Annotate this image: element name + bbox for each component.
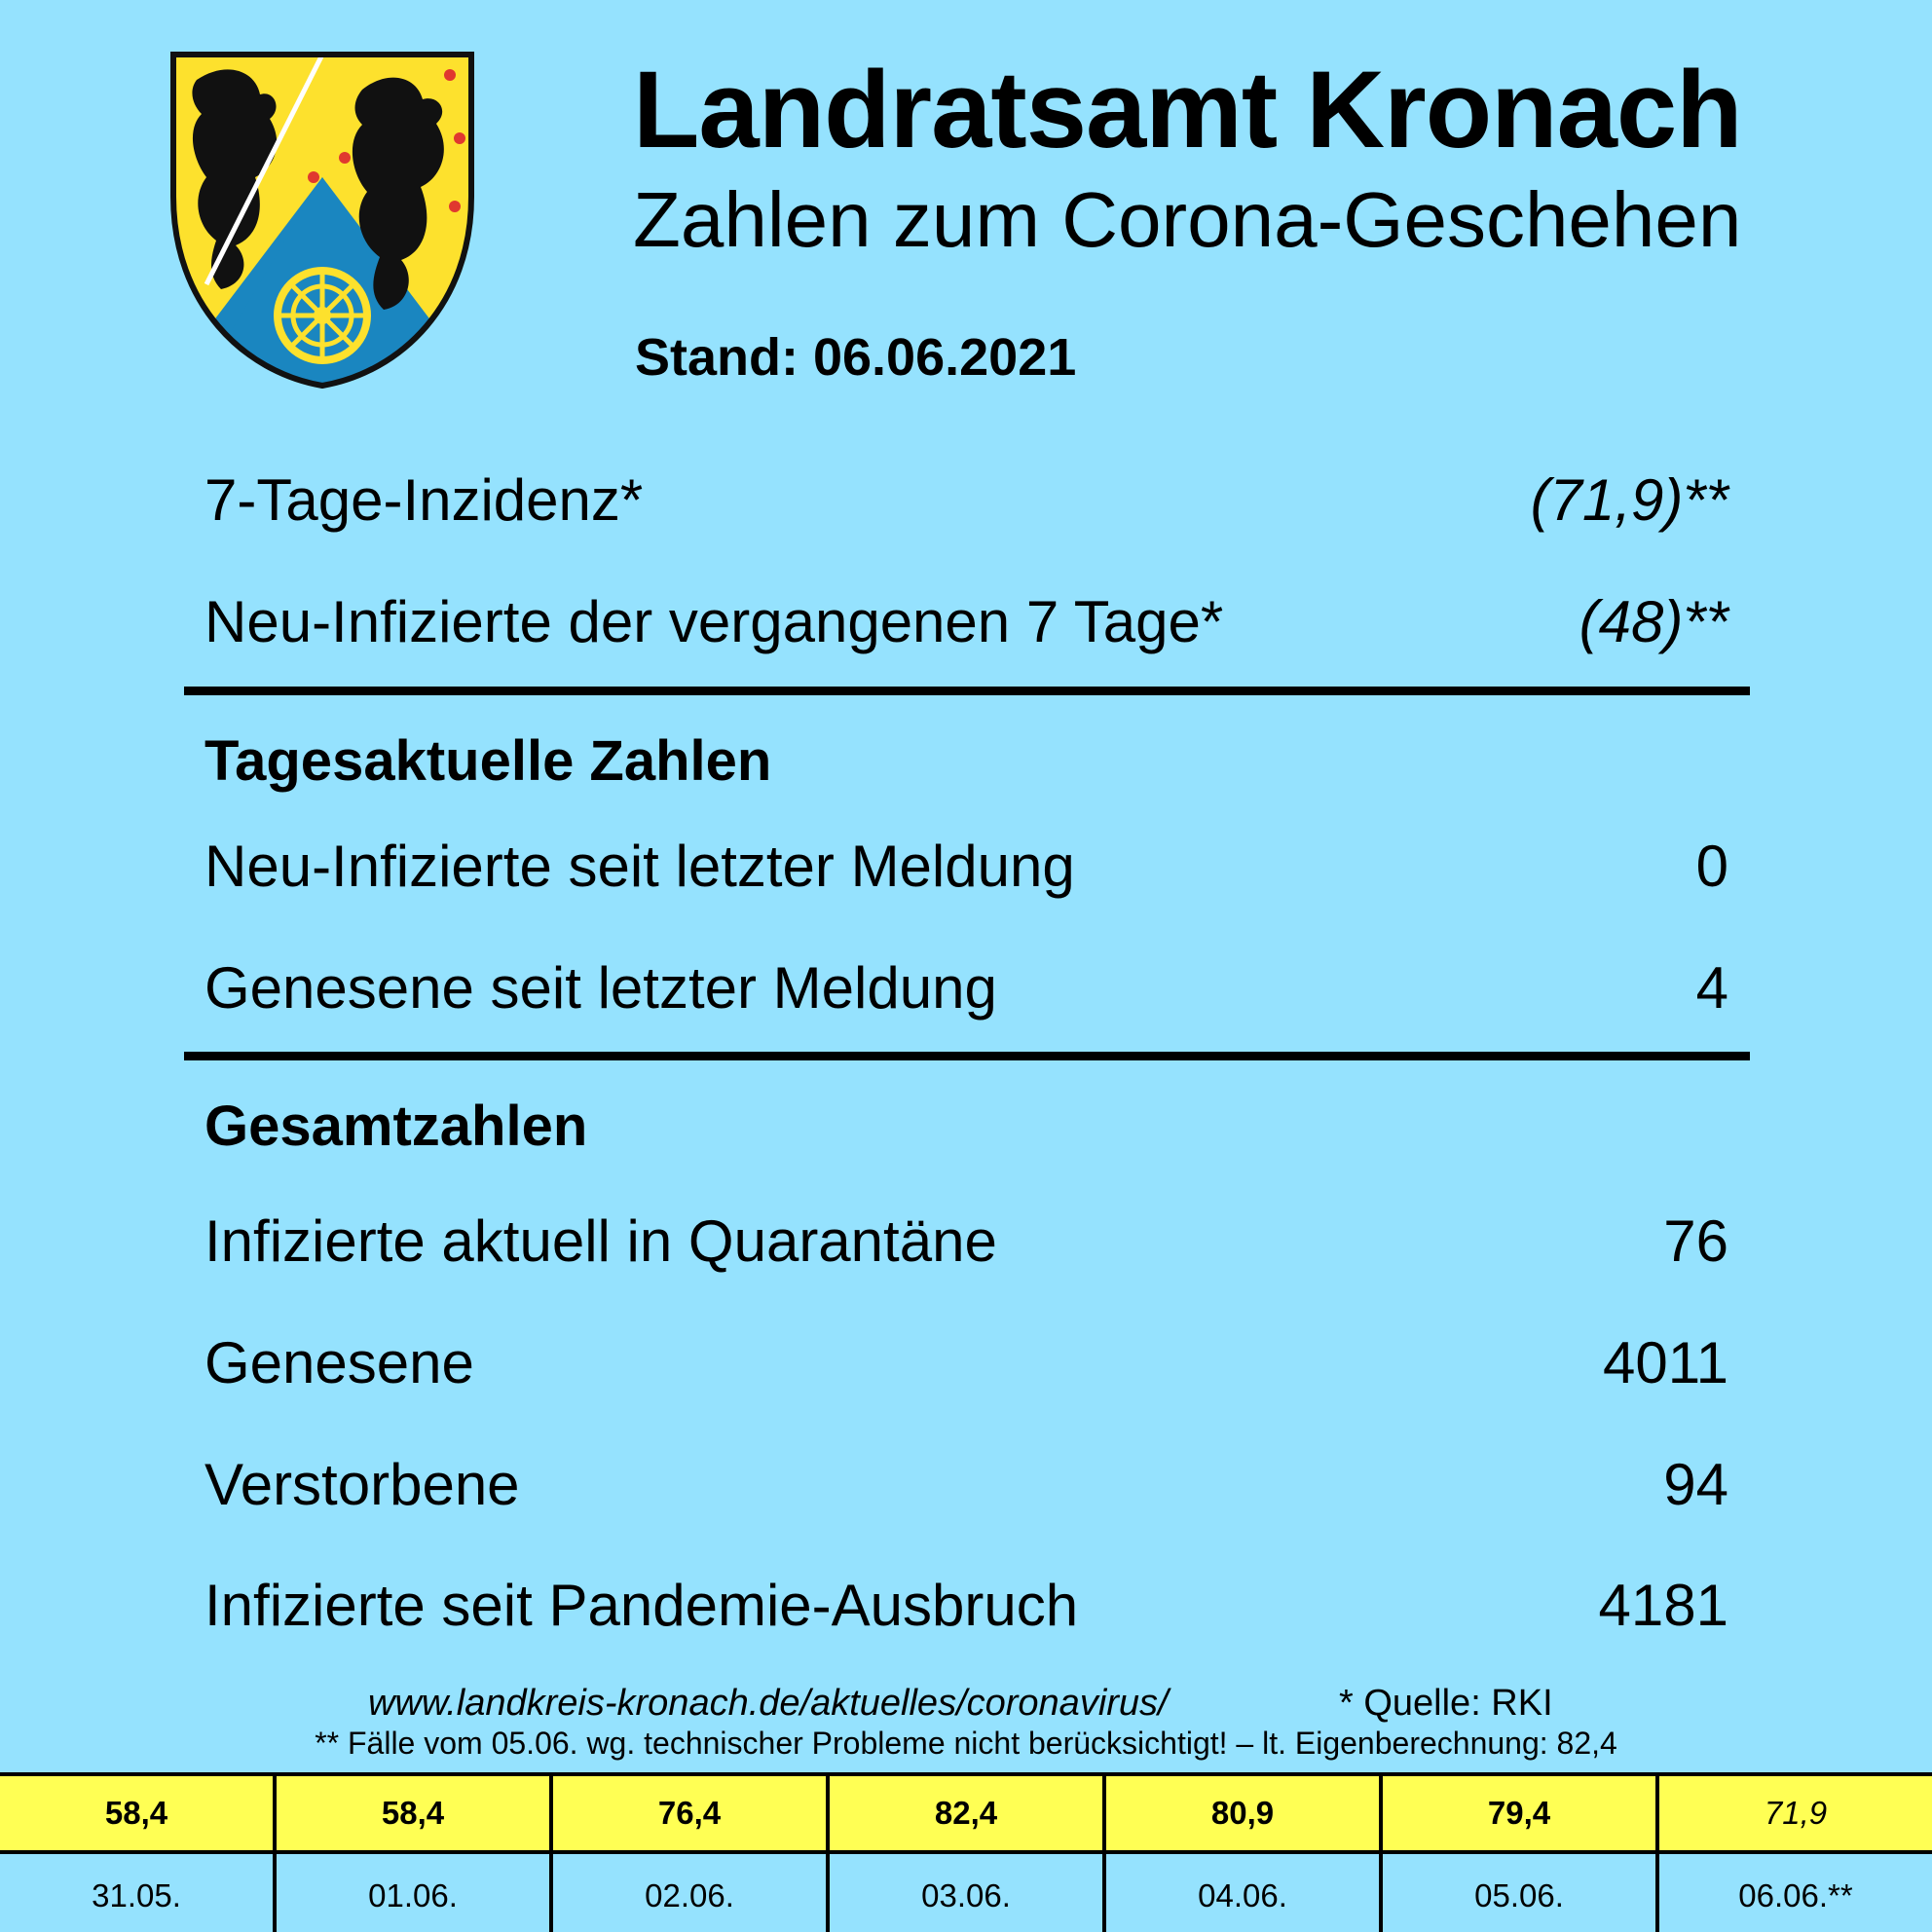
source-note: * Quelle: RKI	[1339, 1683, 1553, 1724]
daily-recovered-value: 4	[1695, 954, 1728, 1021]
quarantine-value: 76	[1663, 1208, 1728, 1274]
daily-new-infections-value: 0	[1695, 833, 1728, 899]
recovered-total-value: 4011	[1602, 1329, 1728, 1395]
history-value: 76,4	[553, 1776, 830, 1850]
footnote: ** Fälle vom 05.06. wg. technischer Probleme nicht berücksichtigt! – lt. Eigenberechnung: 82,4	[315, 1726, 1617, 1761]
history-value: 80,9	[1106, 1776, 1383, 1850]
history-values-row	[0, 1776, 1932, 1854]
daily-heading: Tagesaktuelle Zahlen	[204, 729, 772, 793]
recovered-total-row	[204, 1323, 1728, 1401]
history-date: 06.06.**	[1738, 1877, 1853, 1913]
incidence-row	[204, 461, 1728, 539]
history-value: 71,9	[1764, 1795, 1828, 1831]
report-date: Stand: 06.06.2021	[635, 328, 1077, 387]
quarantine-label: Infizierte aktuell in Quarantäne	[204, 1208, 997, 1274]
history-value: 82,4	[830, 1776, 1106, 1850]
history-value: 58,4	[277, 1776, 553, 1850]
coat-of-arms-icon	[167, 51, 477, 390]
incidence-label: 7-Tage-Inzidenz*	[204, 466, 644, 533]
daily-recovered-row	[204, 948, 1728, 1026]
total-infections-value: 4181	[1598, 1572, 1728, 1638]
recovered-total-label: Genesene	[204, 1329, 474, 1395]
totals-heading: Gesamtzahlen	[204, 1095, 588, 1158]
page-subtitle: Zahlen zum Corona-Geschehen	[633, 176, 1742, 263]
total-infections-row	[204, 1566, 1728, 1644]
divider	[184, 687, 1750, 695]
incidence-history-table	[0, 1772, 1932, 1932]
daily-recovered-label: Genesene seit letzter Meldung	[204, 954, 997, 1021]
quarantine-row	[204, 1202, 1728, 1280]
history-date: 31.05.	[0, 1854, 277, 1932]
total-infections-label: Infizierte seit Pandemie-Ausbruch	[204, 1572, 1079, 1638]
history-value: 79,4	[1383, 1776, 1659, 1850]
history-date: 04.06.	[1106, 1854, 1383, 1932]
new-infections-7-days-value: (48)**	[1579, 588, 1728, 654]
deceased-row	[204, 1445, 1728, 1523]
history-date: 02.06.	[553, 1854, 830, 1932]
deceased-label: Verstorbene	[204, 1451, 520, 1517]
incidence-value: (71,9)**	[1530, 466, 1728, 533]
deceased-value: 94	[1663, 1451, 1728, 1517]
history-date: 01.06.	[277, 1854, 553, 1932]
daily-new-infections-row	[204, 827, 1728, 905]
footer-line	[0, 1683, 1932, 1729]
new-infections-7-days-row	[204, 582, 1728, 660]
divider	[184, 1052, 1750, 1060]
history-dates-row	[0, 1854, 1932, 1932]
daily-new-infections-label: Neu-Infizierte seit letzter Meldung	[204, 833, 1075, 899]
page-title: Landratsamt Kronach	[633, 49, 1742, 170]
website-link[interactable]: www.landkreis-kronach.de/aktuelles/coronavirus/	[368, 1683, 1169, 1724]
history-date: 05.06.	[1383, 1854, 1659, 1932]
history-date: 03.06.	[830, 1854, 1106, 1932]
history-value: 58,4	[0, 1776, 277, 1850]
new-infections-7-days-label: Neu-Infizierte der vergangenen 7 Tage*	[204, 588, 1224, 654]
